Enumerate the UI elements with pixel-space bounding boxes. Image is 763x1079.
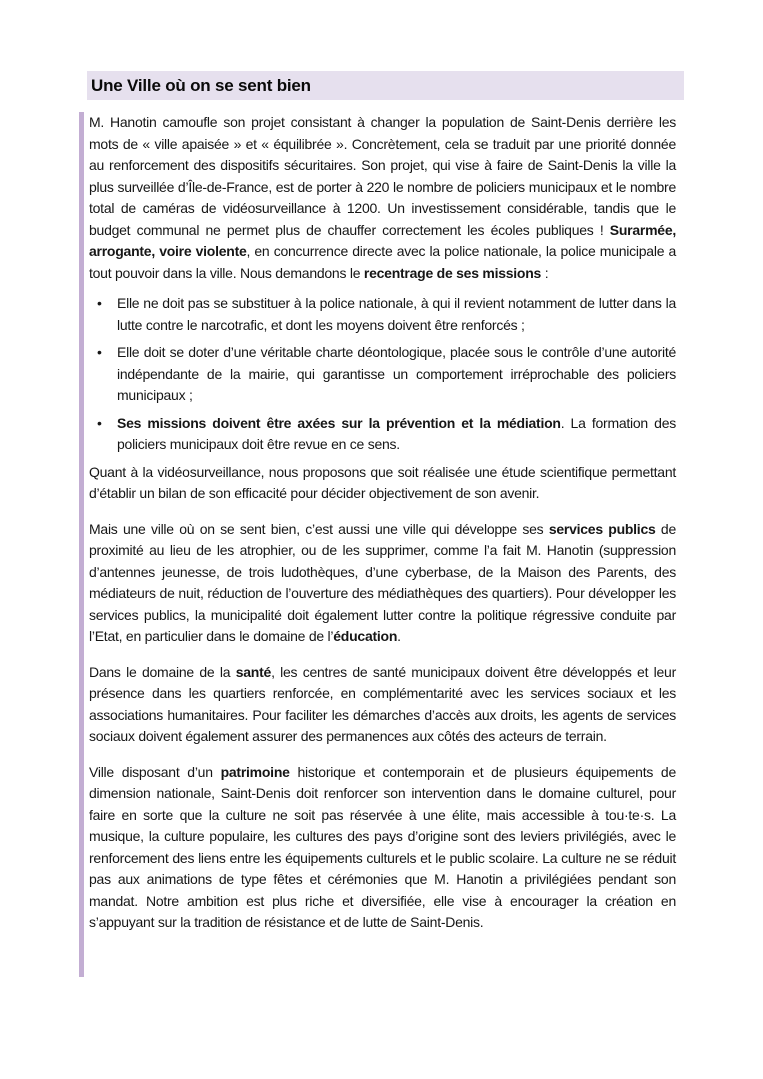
intro-paragraph (89, 112, 676, 284)
bold-text-run: Ses missions doivent être axées sur la prévention et la médiation (117, 414, 561, 431)
text-run: : (541, 264, 549, 281)
text-run: . La formation des policiers municipaux doit être revue en ce sens. (117, 414, 676, 452)
text-run: de proximité au lieu de les atrophier, ou de les supprimer, comme l’a fait M. Hanotin (suppression d’antennes jeunesse, de trois ludothèques, d’une cyberbase, de la Maison des Parents, des médiateurs de nuit, réduction de l’ouverture des médiathèques des quartiers). Pour développer les services publics, la municipalité doit également lutter contre la politique régressive conduite par l’Etat, en particulier dans le domaine de l’ (89, 520, 677, 644)
bullet-item (89, 342, 676, 407)
section-title: Une Ville où on se sent bien (91, 75, 311, 95)
sante-paragraph (89, 662, 676, 748)
text-run: Elle doit se doter d’une véritable charte déontologique, placée sous le contrôle d’une autorité indépendante de la mairie, qui garantisse un comportement irréprochable des policiers municipaux ; (117, 344, 676, 403)
bullet-item (89, 293, 676, 336)
bold-text-run: services publics (548, 520, 656, 537)
culture-paragraph (89, 762, 676, 934)
section-header (87, 71, 684, 100)
bold-text-run: Surarmée, arrogante, voire violente (89, 221, 676, 259)
bullet-marker-icon: • (97, 295, 102, 311)
document-body (89, 112, 676, 948)
text-run: . (397, 628, 401, 644)
bold-text-run: patrimoine (220, 763, 290, 780)
text-run: , les centres de santé municipaux doivent être développés et leur présence dans les quartiers renforcée, en complémentarité avec les services sociaux et les associations humanitaires. Pour faciliter les démarches d’accès aux droits, les agents de services sociaux doivent également assurer des permanences aux côtés des acteurs de terrain. (89, 663, 676, 744)
bold-text-run: santé (235, 663, 272, 680)
left-accent-bar (79, 112, 84, 977)
videosurveillance-paragraph (89, 462, 676, 505)
text-run: , en concurrence directe avec la police nationale, la police municipale a tout pouvoir dans la ville. Nous demandons le (89, 243, 676, 281)
bullet-item (89, 413, 676, 456)
bullet-text (117, 295, 676, 333)
bullet-text (117, 344, 676, 403)
text-run: Dans le domaine de la (89, 663, 236, 680)
text-run: Quant à la vidéosurveillance, nous proposons que soit réalisée une étude scientifique permettant d’établir un bilan de son efficacité pour décider objectivement de son avenir. (89, 463, 676, 501)
bullet-marker-icon: • (97, 344, 102, 360)
text-run: M. Hanotin camoufle son projet consistant à changer la population de Saint-Denis derrière les mots de « ville apaisée » et « équilibrée ». Concrètement, cela se traduit par une priorité donnée au renforcement des dispositifs sécuritaires. Son projet, qui vise à faire de Saint-Denis la ville la plus surveillée d’Île-de-France, est de porter à 220 le nombre de policiers municipaux et le nombre total de caméras de vidéosurveillance à 1200. Un investissement considérable, tandis que le budget communal ne permet plus de chauffer correctement les écoles publiques ! (89, 114, 676, 238)
bold-text-run: éducation (333, 628, 398, 644)
bullet-text (117, 415, 676, 453)
bold-text-run: recentrage de ses missions (363, 264, 542, 281)
text-run: historique et contemporain et de plusieurs équipements de dimension nationale, Saint-Denis doit renforcer son intervention dans le domaine culturel, pour faire en sorte que la culture ne soit pas réservée à une élite, mais accessible à tou·te·s. La musique, la culture populaire, les cultures des pays d’origine sont des leviers privilégiés, avec le renforcement des liens entre les équipements culturels et le public scolaire. La culture ne se réduit pas aux animations de type fêtes et cérémonies que M. Hanotin a privilégiées pendant son mandat. Notre ambition est plus riche et diversifiée, elle vise à encourager la création en s’appuyant sur la tradition de résistance et de lutte de Saint-Denis. (89, 763, 676, 930)
text-run: Ville disposant d’un (89, 763, 221, 780)
text-run: Mais une ville où on se sent bien, c’est aussi une ville qui développe ses (89, 520, 549, 537)
police-missions-bullets (89, 293, 676, 456)
text-run: Elle ne doit pas se substituer à la police nationale, à qui il revient notamment de lutter dans la lutte contre le narcotrafic, et dont les moyens doivent être renforcés ; (117, 295, 676, 333)
services-publics-paragraph (89, 519, 676, 648)
bullet-marker-icon: • (97, 414, 102, 431)
